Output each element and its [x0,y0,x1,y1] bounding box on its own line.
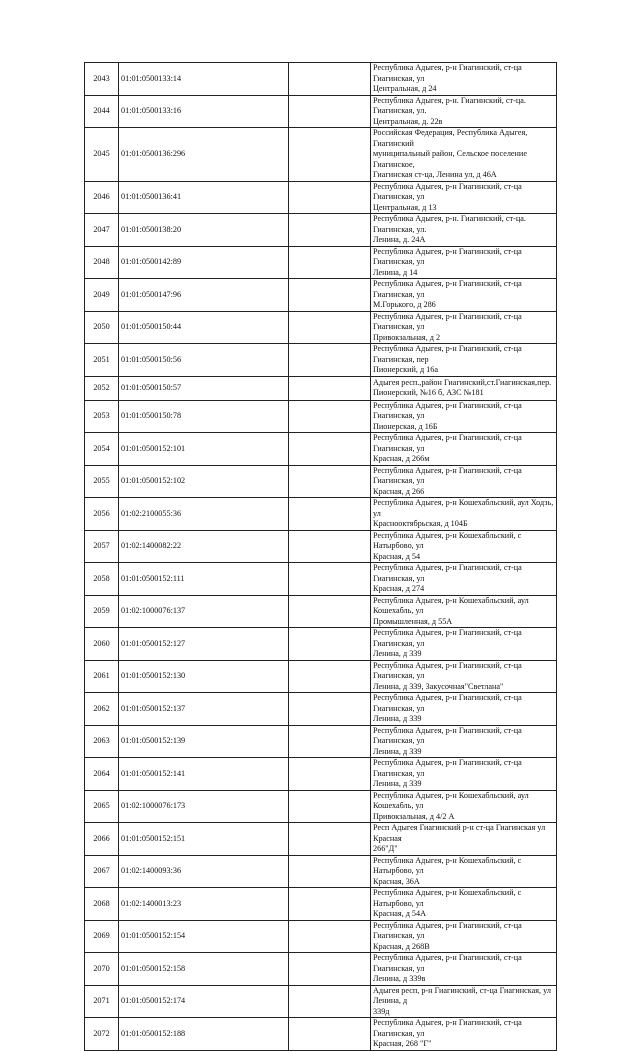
row-number: 2048 [85,246,119,279]
row-number: 2064 [85,758,119,791]
document-page [84,62,557,1051]
row-number: 2058 [85,563,119,596]
row-number: 2070 [85,953,119,986]
cadastral-table [84,62,557,1051]
table-row [85,823,557,856]
cadastral-number: 01:01:0500136:296 [119,128,289,182]
address-cell: Адыгея респ, р-н Гиагинский, ст-ца Гиагинская, ул Ленина, д 339д [371,985,557,1018]
table-row [85,465,557,498]
cadastral-number: 01:02:1000076:137 [119,595,289,628]
table-row [85,563,557,596]
cadastral-number: 01:01:0500152:188 [119,1018,289,1051]
empty-cell [289,311,371,344]
empty-cell [289,953,371,986]
address-cell: Республика Адыгея, р-н Гиагинский, ст-ца Гиагинская, ул Ленина, д 14 [371,246,557,279]
cadastral-number: 01:01:0500152:137 [119,693,289,726]
row-number: 2049 [85,279,119,312]
table-row [85,128,557,182]
row-number: 2061 [85,660,119,693]
row-number: 2065 [85,790,119,823]
empty-cell [289,214,371,247]
empty-cell [289,400,371,433]
row-number: 2066 [85,823,119,856]
address-cell: Республика Адыгея, р-н Гиагинский, ст-ца Гиагинская, ул Центральная, д 24 [371,63,557,96]
empty-cell [289,279,371,312]
address-cell: Республика Адыгея, р-н Кошехабльский, аул Кошехабль, ул Привокзальная, д 4/2 А [371,790,557,823]
row-number: 2071 [85,985,119,1018]
row-number: 2059 [85,595,119,628]
table-row [85,628,557,661]
address-cell: Республика Адыгея, р-н Гиагинский, ст-ца Гиагинская, ул Ленина, д 339 [371,693,557,726]
cadastral-number: 01:01:0500147:96 [119,279,289,312]
row-number: 2056 [85,498,119,531]
row-number: 2046 [85,181,119,214]
row-number: 2060 [85,628,119,661]
empty-cell [289,246,371,279]
address-cell: Респ Адыгея Гиагинский р-н ст-ца Гиагинская ул Красная 266"Д" [371,823,557,856]
table-row [85,279,557,312]
address-cell: Республика Адыгея, р-н Гиагинский, ст-ца Гиагинская, ул Красная, д 266 [371,465,557,498]
cadastral-number: 01:01:0500152:139 [119,725,289,758]
empty-cell [289,63,371,96]
empty-cell [289,790,371,823]
table-row [85,1018,557,1051]
address-cell: Республика Адыгея, р-н Кошехабльский, с Натырбово, ул Красная, д 54 [371,530,557,563]
row-number: 2045 [85,128,119,182]
table-row [85,376,557,400]
cadastral-number: 01:01:0500150:56 [119,344,289,377]
address-cell: Республика Адыгея, р-н Гиагинский, ст-ца Гиагинская, ул Ленина, д 339 [371,628,557,661]
table-row [85,693,557,726]
empty-cell [289,888,371,921]
row-number: 2051 [85,344,119,377]
row-number: 2055 [85,465,119,498]
table-row [85,530,557,563]
empty-cell [289,1018,371,1051]
table-row [85,246,557,279]
address-cell: Республика Адыгея, р-н Кошехабльский, аул Ходзь, ул Краснооктябрьская, д 104Б [371,498,557,531]
table-row [85,181,557,214]
empty-cell [289,725,371,758]
address-cell: Республика Адыгея, р-н Гиагинский, ст-ца Гиагинская, ул М.Горького, д 286 [371,279,557,312]
empty-cell [289,693,371,726]
table-row [85,790,557,823]
empty-cell [289,855,371,888]
address-cell: Республика Адыгея, р-н Гиагинский, ст-ца Гиагинская, ул Ленина, д 339 [371,758,557,791]
empty-cell [289,181,371,214]
cadastral-number: 01:02:1000076:173 [119,790,289,823]
cadastral-number: 01:01:0500136:41 [119,181,289,214]
empty-cell [289,465,371,498]
empty-cell [289,823,371,856]
empty-cell [289,628,371,661]
address-cell: Республика Адыгея, р-н. Гиагинский, ст-ца. Гиагинская, ул. Ленина, д. 24А [371,214,557,247]
address-cell: Республика Адыгея, р-н Гиагинский, ст-ца Гиагинская, ул Центральная, д 13 [371,181,557,214]
cadastral-number: 01:02:2100055:36 [119,498,289,531]
cadastral-number: 01:01:0500150:78 [119,400,289,433]
row-number: 2062 [85,693,119,726]
table-row [85,888,557,921]
table-row [85,498,557,531]
table-row [85,855,557,888]
table-row [85,311,557,344]
cadastral-number: 01:01:0500152:111 [119,563,289,596]
empty-cell [289,498,371,531]
address-cell: Республика Адыгея, р-н Гиагинский, ст-ца Гиагинская, ул Ленина, д 339в [371,953,557,986]
address-cell: Республика Адыгея, р-н Гиагинский, ст-ца Гиагинская, ул Пионерская, д 16Б [371,400,557,433]
empty-cell [289,376,371,400]
address-cell: Республика Адыгея, р-н. Гиагинский, ст-ца. Гиагинская, ул. Центральная, д. 22в [371,95,557,128]
address-cell: Республика Адыгея, р-н Гиагинский, ст-ца Гиагинская, ул Ленина, д 339, Закусочная"Светлана" [371,660,557,693]
address-cell: Республика Адыгея, р-н Кошехабльский, с Натырбово, ул Красная, 36А [371,855,557,888]
empty-cell [289,128,371,182]
cadastral-number: 01:01:0500152:158 [119,953,289,986]
cadastral-number: 01:01:0500133:16 [119,95,289,128]
table-row [85,985,557,1018]
empty-cell [289,660,371,693]
table-row [85,63,557,96]
table-row [85,95,557,128]
empty-cell [289,95,371,128]
cadastral-number: 01:01:0500152:174 [119,985,289,1018]
cadastral-number: 01:01:0500138:20 [119,214,289,247]
cadastral-number: 01:02:1400013:23 [119,888,289,921]
address-cell: Республика Адыгея, р-н Кошехабльский, с Натырбово, ул Красная, д 54А [371,888,557,921]
address-cell: Республика Адыгея, р-н Гиагинский, ст-ца Гиагинская, ул Красная, 268 "Г" [371,1018,557,1051]
empty-cell [289,344,371,377]
cadastral-number: 01:02:1400093:36 [119,855,289,888]
address-cell: Республика Адыгея, р-н Гиагинский, ст-ца Гиагинская, ул Красная, д 266м [371,433,557,466]
address-cell: Республика Адыгея, р-н Кошехабльский, аул Кошехабль, ул Промышленная, д 55А [371,595,557,628]
row-number: 2063 [85,725,119,758]
address-cell: Российская Федерация, Республика Адыгея, Гиагинский муниципальный район, Сельское поселение Гиагинское, Гиагинская ст-ца, Ленина ул, д 46А [371,128,557,182]
row-number: 2067 [85,855,119,888]
address-cell: Республика Адыгея, р-н Гиагинский, ст-ца Гиагинская, ул Красная, д 268В [371,920,557,953]
row-number: 2043 [85,63,119,96]
empty-cell [289,595,371,628]
cadastral-number: 01:01:0500152:151 [119,823,289,856]
row-number: 2050 [85,311,119,344]
empty-cell [289,920,371,953]
row-number: 2052 [85,376,119,400]
table-row [85,595,557,628]
row-number: 2057 [85,530,119,563]
table-row [85,660,557,693]
cadastral-number: 01:01:0500152:127 [119,628,289,661]
cadastral-number: 01:01:0500152:102 [119,465,289,498]
empty-cell [289,563,371,596]
table-row [85,725,557,758]
empty-cell [289,530,371,563]
address-cell: Республика Адыгея, р-н Гиагинский, ст-ца Гиагинская, пер Пионерский, д 16а [371,344,557,377]
cadastral-number: 01:01:0500142:89 [119,246,289,279]
table-row [85,433,557,466]
cadastral-number: 01:01:0500133:14 [119,63,289,96]
row-number: 2068 [85,888,119,921]
table-row [85,214,557,247]
table-row [85,758,557,791]
row-number: 2072 [85,1018,119,1051]
table-row [85,953,557,986]
cadastral-number: 01:01:0500152:154 [119,920,289,953]
address-cell: Республика Адыгея, р-н Гиагинский, ст-ца Гиагинская, ул Ленина, д 339 [371,725,557,758]
cadastral-number: 01:01:0500150:57 [119,376,289,400]
address-cell: Адыгея респ.,район Гиагинский,ст.Гиагинская,пер. Пионерский, №16 б, АЗС №181 [371,376,557,400]
table-row [85,920,557,953]
cadastral-number: 01:01:0500150:44 [119,311,289,344]
cadastral-number: 01:01:0500152:130 [119,660,289,693]
row-number: 2044 [85,95,119,128]
cadastral-number: 01:01:0500152:101 [119,433,289,466]
cadastral-number: 01:02:1400082:22 [119,530,289,563]
empty-cell [289,758,371,791]
address-cell: Республика Адыгея, р-н Гиагинский, ст-ца Гиагинская, ул Красная, д 274 [371,563,557,596]
address-cell: Республика Адыгея, р-н Гиагинский, ст-ца Гиагинская, ул Привокзальная, д 2 [371,311,557,344]
table-row [85,344,557,377]
row-number: 2047 [85,214,119,247]
empty-cell [289,433,371,466]
row-number: 2053 [85,400,119,433]
empty-cell [289,985,371,1018]
row-number: 2069 [85,920,119,953]
table-row [85,400,557,433]
row-number: 2054 [85,433,119,466]
cadastral-number: 01:01:0500152:141 [119,758,289,791]
